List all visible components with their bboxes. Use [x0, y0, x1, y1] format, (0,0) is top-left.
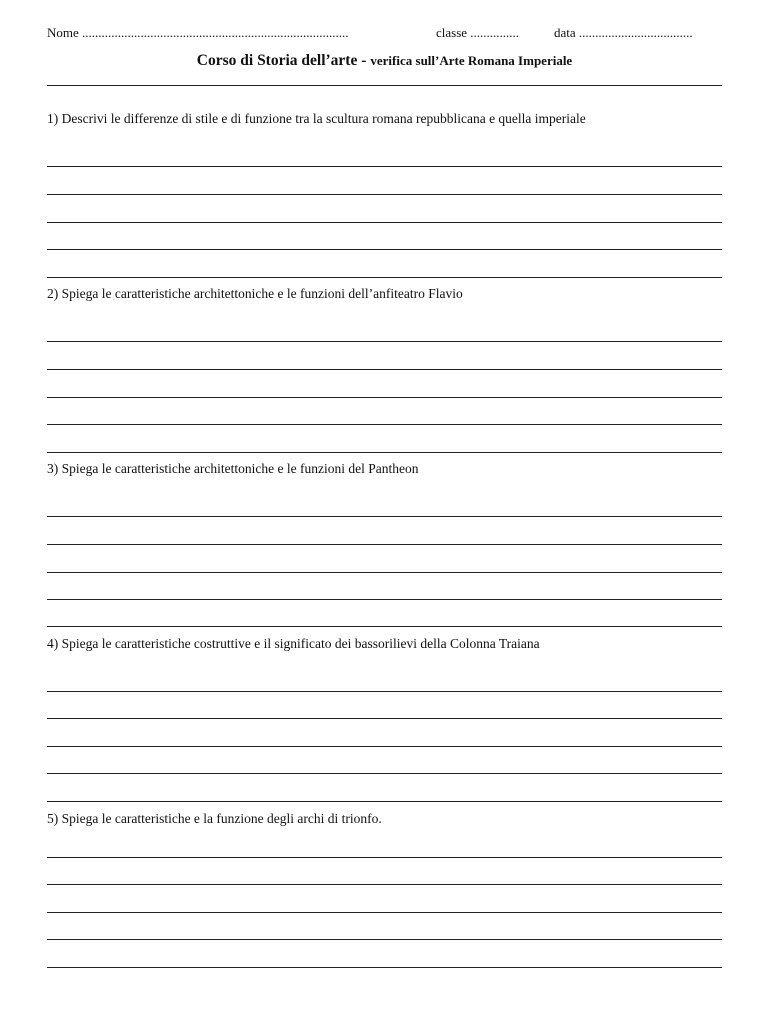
title-divider: [47, 85, 722, 86]
answer-line[interactable]: [47, 939, 722, 940]
answer-line[interactable]: [47, 452, 722, 453]
question-text: 3) Spiega le caratteristiche architettoniche e le funzioni del Pantheon: [47, 461, 419, 476]
question-text: 5) Spiega le caratteristiche e la funzione degli archi di trionfo.: [47, 811, 382, 826]
answer-line[interactable]: [47, 166, 722, 167]
answer-line[interactable]: [47, 718, 722, 719]
answer-line[interactable]: [47, 397, 722, 398]
answer-line[interactable]: [47, 746, 722, 747]
answer-line[interactable]: [47, 691, 722, 692]
answer-line[interactable]: [47, 857, 722, 858]
answer-line[interactable]: [47, 222, 722, 223]
answer-line[interactable]: [47, 424, 722, 425]
answer-line[interactable]: [47, 884, 722, 885]
classe-field[interactable]: classe ...............: [436, 25, 520, 40]
answer-line[interactable]: [47, 249, 722, 250]
question-text: 2) Spiega le caratteristiche architettoniche e le funzioni dell’anfiteatro Flavio: [47, 286, 463, 301]
answer-line[interactable]: [47, 599, 722, 600]
course-title: Corso di Storia dell’arte -: [196, 52, 367, 69]
page-title: [47, 52, 722, 70]
answer-line[interactable]: [47, 912, 722, 913]
nome-field[interactable]: Nome ..................................................................................: [47, 25, 349, 40]
answer-line[interactable]: [47, 544, 722, 545]
answer-line[interactable]: [47, 626, 722, 627]
test-subtitle: verifica sull’Arte Romana Imperiale: [370, 53, 573, 68]
question-text: 1) Descrivi le differenze di stile e di funzione tra la scultura romana repubblicana e quella imperiale: [47, 111, 586, 126]
question-text: 4) Spiega le caratteristiche costruttive e il significato dei bassorilievi della Colonna Traiana: [47, 636, 540, 651]
data-field[interactable]: data ...................................: [554, 25, 693, 40]
answer-line[interactable]: [47, 773, 722, 774]
answer-line[interactable]: [47, 516, 722, 517]
answer-line[interactable]: [47, 572, 722, 573]
answer-line[interactable]: [47, 194, 722, 195]
answer-line[interactable]: [47, 277, 722, 278]
answer-line[interactable]: [47, 967, 722, 968]
answer-line[interactable]: [47, 801, 722, 802]
answer-line[interactable]: [47, 341, 722, 342]
answer-line[interactable]: [47, 369, 722, 370]
